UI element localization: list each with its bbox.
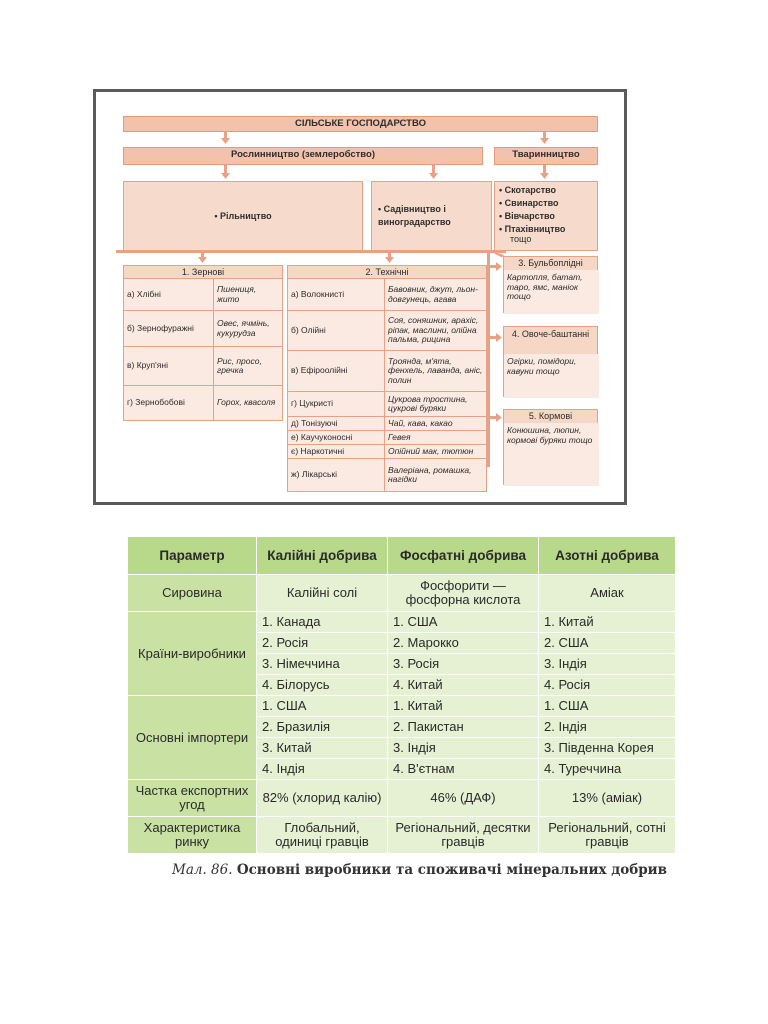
- gardening-label: • Садівництво і виноградарство: [378, 203, 491, 229]
- column-header: Параметр: [128, 537, 257, 575]
- table-cell: 3. Південна Корея: [539, 738, 676, 759]
- row-label: Характеристика ринку: [128, 817, 257, 854]
- figure-caption-text: Основні виробники та споживачі мінеральних добрив: [236, 862, 668, 878]
- table-cell: 2. Пакистан: [388, 717, 539, 738]
- vegetable-group: [503, 326, 598, 397]
- animal-husbandry-header: Тваринництво: [494, 147, 598, 165]
- technical-examples: Гевея: [384, 430, 487, 445]
- table-cell: 2. США: [539, 633, 676, 654]
- technical-title: 2. Технічні: [288, 266, 486, 280]
- animal-branch: • Скотарство: [499, 184, 593, 197]
- table-cell: 2. Бразилія: [257, 717, 388, 738]
- tuber-title: 3. Бульбоплідні: [504, 257, 597, 271]
- tuber-group: [503, 256, 598, 313]
- tuber-examples: Картопля, батат, таро, ямс, маніок тощо: [504, 270, 599, 314]
- table-row: [128, 817, 676, 854]
- table-cell: 2. Марокко: [388, 633, 539, 654]
- row-label: Країни-виробники: [128, 612, 257, 696]
- grain-type: в) Круп'яні: [123, 346, 214, 386]
- table-cell: 4. Туреччина: [539, 759, 676, 780]
- grain-type: б) Зернофуражні: [123, 310, 214, 347]
- technical-examples: Соя, соняшник, арахіс, ріпак, маслини, олійна пальма, рицина: [384, 310, 487, 351]
- table-cell: 3. Індія: [539, 654, 676, 675]
- animal-more: тощо: [510, 234, 532, 244]
- table-cell: 1. Китай: [539, 612, 676, 633]
- technical-examples: Чай, кава, какао: [384, 416, 487, 431]
- gardening-box: [371, 181, 492, 251]
- technical-type: б) Олійні: [287, 310, 385, 351]
- field-crops-label: • Рільництво: [214, 210, 271, 223]
- column-header: Фосфатні добрива: [388, 537, 539, 575]
- fodder-group: [503, 409, 598, 485]
- technical-examples: Бавовник, джут, льон-довгунець, агава: [384, 278, 487, 311]
- row-label: Частка експортних угод: [128, 780, 257, 817]
- table-cell: Фосфорити — фосфорна кислота: [388, 575, 539, 612]
- table-row: [128, 696, 676, 717]
- field-crops-box: [123, 181, 363, 251]
- vegetable-title: 4. Овоче-баштанні: [504, 327, 597, 355]
- table-cell: 3. Росія: [388, 654, 539, 675]
- table-cell: Калійні солі: [257, 575, 388, 612]
- grain-type: г) Зернобобові: [123, 385, 214, 421]
- table-cell: 2. Росія: [257, 633, 388, 654]
- technical-examples: Опійний мак, тютюн: [384, 444, 487, 459]
- technical-type: е) Каучуконосні: [287, 430, 385, 445]
- table-row: [128, 612, 676, 633]
- agriculture-diagram: [93, 89, 627, 505]
- animal-branch: • Вівчарство: [499, 210, 593, 223]
- table-cell: 1. Канада: [257, 612, 388, 633]
- table-cell: 1. Китай: [388, 696, 539, 717]
- row-label: Сировина: [128, 575, 257, 612]
- column-header: Калійні добрива: [257, 537, 388, 575]
- table-cell: 3. Індія: [388, 738, 539, 759]
- table-cell: Глобальний, одиниці гравців: [257, 817, 388, 854]
- table-cell: 1. США: [539, 696, 676, 717]
- technical-type: а) Волокнисті: [287, 278, 385, 311]
- table-cell: 2. Індія: [539, 717, 676, 738]
- grain-examples: Рис, просо, гречка: [213, 346, 283, 386]
- crop-production-header: Рослинництво (землеробство): [123, 147, 483, 165]
- table-cell: 13% (аміак): [539, 780, 676, 817]
- fodder-title: 5. Кормові: [504, 410, 597, 424]
- technical-type: д) Тонізуючі: [287, 416, 385, 431]
- table-cell: 1. США: [388, 612, 539, 633]
- table-cell: 4. Китай: [388, 675, 539, 696]
- table-row: [128, 575, 676, 612]
- table-cell: 4. Росія: [539, 675, 676, 696]
- table-row: [128, 780, 676, 817]
- table-cell: 4. Індія: [257, 759, 388, 780]
- table-cell: Аміак: [539, 575, 676, 612]
- grain-examples: Горох, квасоля: [213, 385, 283, 421]
- grain-title: 1. Зернові: [124, 266, 282, 280]
- table-cell: 3. Німеччина: [257, 654, 388, 675]
- table-header-row: [128, 537, 676, 575]
- grain-examples: Овес, ячмінь, кукурудза: [213, 310, 283, 347]
- fertilizer-table: [127, 536, 676, 854]
- fodder-examples: Конюшина, люпин, кормові буряки тощо: [504, 423, 599, 486]
- table-cell: 4. Білорусь: [257, 675, 388, 696]
- animal-branches-box: [494, 181, 598, 251]
- table-cell: 1. США: [257, 696, 388, 717]
- technical-type: в) Ефіроолійні: [287, 350, 385, 392]
- table-cell: 3. Китай: [257, 738, 388, 759]
- grain-examples: Пшениця, жито: [213, 278, 283, 311]
- vegetable-examples: Огірки, помідори, кавуни тощо: [504, 354, 599, 398]
- diagram-title: СІЛЬСЬКЕ ГОСПОДАРСТВО: [123, 116, 598, 132]
- technical-examples: Троянда, м'ята, фенхель, лаванда, аніс, полин: [384, 350, 487, 392]
- technical-type: є) Наркотичні: [287, 444, 385, 459]
- technical-examples: Цукрова тростина, цукрові буряки: [384, 391, 487, 417]
- column-header: Азотні добрива: [539, 537, 676, 575]
- table-cell: Регіональний, десятки гравців: [388, 817, 539, 854]
- table-cell: 4. В'єтнам: [388, 759, 539, 780]
- animal-branch: • Свинарство: [499, 197, 593, 210]
- grain-type: а) Хлібні: [123, 278, 214, 311]
- technical-examples: Валеріана, ромашка, нагідки: [384, 458, 487, 492]
- row-label: Основні імпортери: [128, 696, 257, 780]
- table-cell: Регіональний, сотні гравців: [539, 817, 676, 854]
- figure-number: Мал. 86.: [172, 862, 233, 878]
- technical-type: ж) Лікарські: [287, 458, 385, 492]
- animal-branch: • Птахівництво: [499, 223, 593, 236]
- figure-caption: [172, 862, 667, 878]
- table-cell: 46% (ДАФ): [388, 780, 539, 817]
- table-cell: 82% (хлорид калію): [257, 780, 388, 817]
- technical-type: г) Цукристі: [287, 391, 385, 417]
